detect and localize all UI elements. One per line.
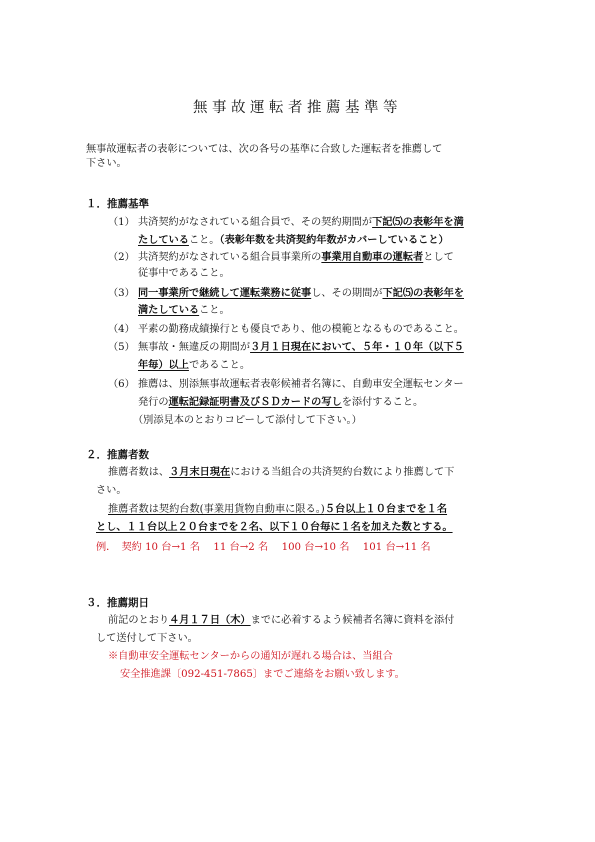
criterion-6-line-3: （別添見本のとおりコピーして添付して下さい。）: [133, 415, 362, 426]
criterion-6-number: （6）: [108, 379, 135, 390]
criterion-6-line-2: 発行の運転記録証明書及びＳＤカードの写しを添付すること。: [138, 397, 424, 408]
criterion-2-line-1: 共済契約がなされている組合員事業所の事業用自動車の運転者として: [138, 252, 454, 263]
section-2-para-2-line-2: とし、１１台以上２０台までを２名、以下１０台毎に１名を加えた数とする。: [96, 522, 453, 533]
section-3-para-line-1: 前記のとおり４月１７日（木）までに必着するよう候補者名簿に資料を添付: [108, 615, 455, 626]
intro-line-2: 下さい。: [86, 158, 127, 169]
criterion-6-line-1: 推薦は、別添無事故運転者表彰候補者名簿に、自動車安全運転センター: [138, 379, 464, 390]
section-2-heading: ２．推薦者数: [86, 449, 149, 461]
criterion-3-number: （3）: [108, 288, 135, 299]
criterion-4-line-1: 平素の勤務成績操行とも優良であり、他の模範となるものであること。: [138, 324, 464, 335]
criterion-1-number: （1）: [108, 217, 135, 228]
criterion-3-line-2: 満たしていること。: [138, 305, 230, 316]
criterion-2-line-2: 従事中であること。: [138, 268, 230, 279]
criterion-4-number: （4）: [108, 324, 135, 335]
intro-line-1: 無事故運転者の表彰については、次の各号の基準に合致した運転者を推薦して: [86, 144, 443, 155]
criterion-3-line-1: 同一事業所で継続して運転業務に従事し、その期間が下記⑸の表彰年を: [138, 288, 464, 299]
section-1-heading: １．推薦基準: [86, 198, 149, 210]
page-title: 無事故運転者推薦基準等: [193, 100, 402, 116]
criterion-5-line-2: 年毎）以上であること。: [138, 360, 251, 371]
criterion-5-line-1: 無事故・無違反の期間が３月１日現在において、５年・１０年（以下５: [138, 342, 464, 353]
criterion-1-line-2: たしていること。（表彰年数を共済契約年数がカバーしていること）: [138, 235, 449, 246]
criterion-1-line-1: 共済契約がなされている組合員で、その契約期間が下記⑸の表彰年を満: [138, 217, 464, 228]
section-2-para-1-line-2: さい。: [96, 485, 127, 496]
contact-note-line-1: ※自動車安全運転センターからの通知が遅れる場合は、当組合: [108, 651, 393, 662]
criterion-5-number: （5）: [108, 342, 135, 353]
section-2-example: 例． 契約 10 台→1 名 11 台→2 名 100 台→10 名 101 台→11 名: [96, 542, 431, 553]
contact-note-line-2: 安全推進課〔092-451-7865〕までご連絡をお願い致します。: [120, 669, 405, 680]
criterion-2-number: （2）: [108, 252, 135, 263]
section-2-para-2-line-1: 推薦者数は契約台数(事業用貨物自動車に限る。)５台以上１０台までを１名: [108, 504, 448, 515]
section-3-para-line-2: して送付して下さい。: [96, 633, 198, 644]
section-3-heading: ３．推薦期日: [86, 597, 149, 609]
section-2-para-1-line-1: 推薦者数は、３月末日現在における当組合の共済契約台数により推薦して下: [108, 467, 455, 478]
